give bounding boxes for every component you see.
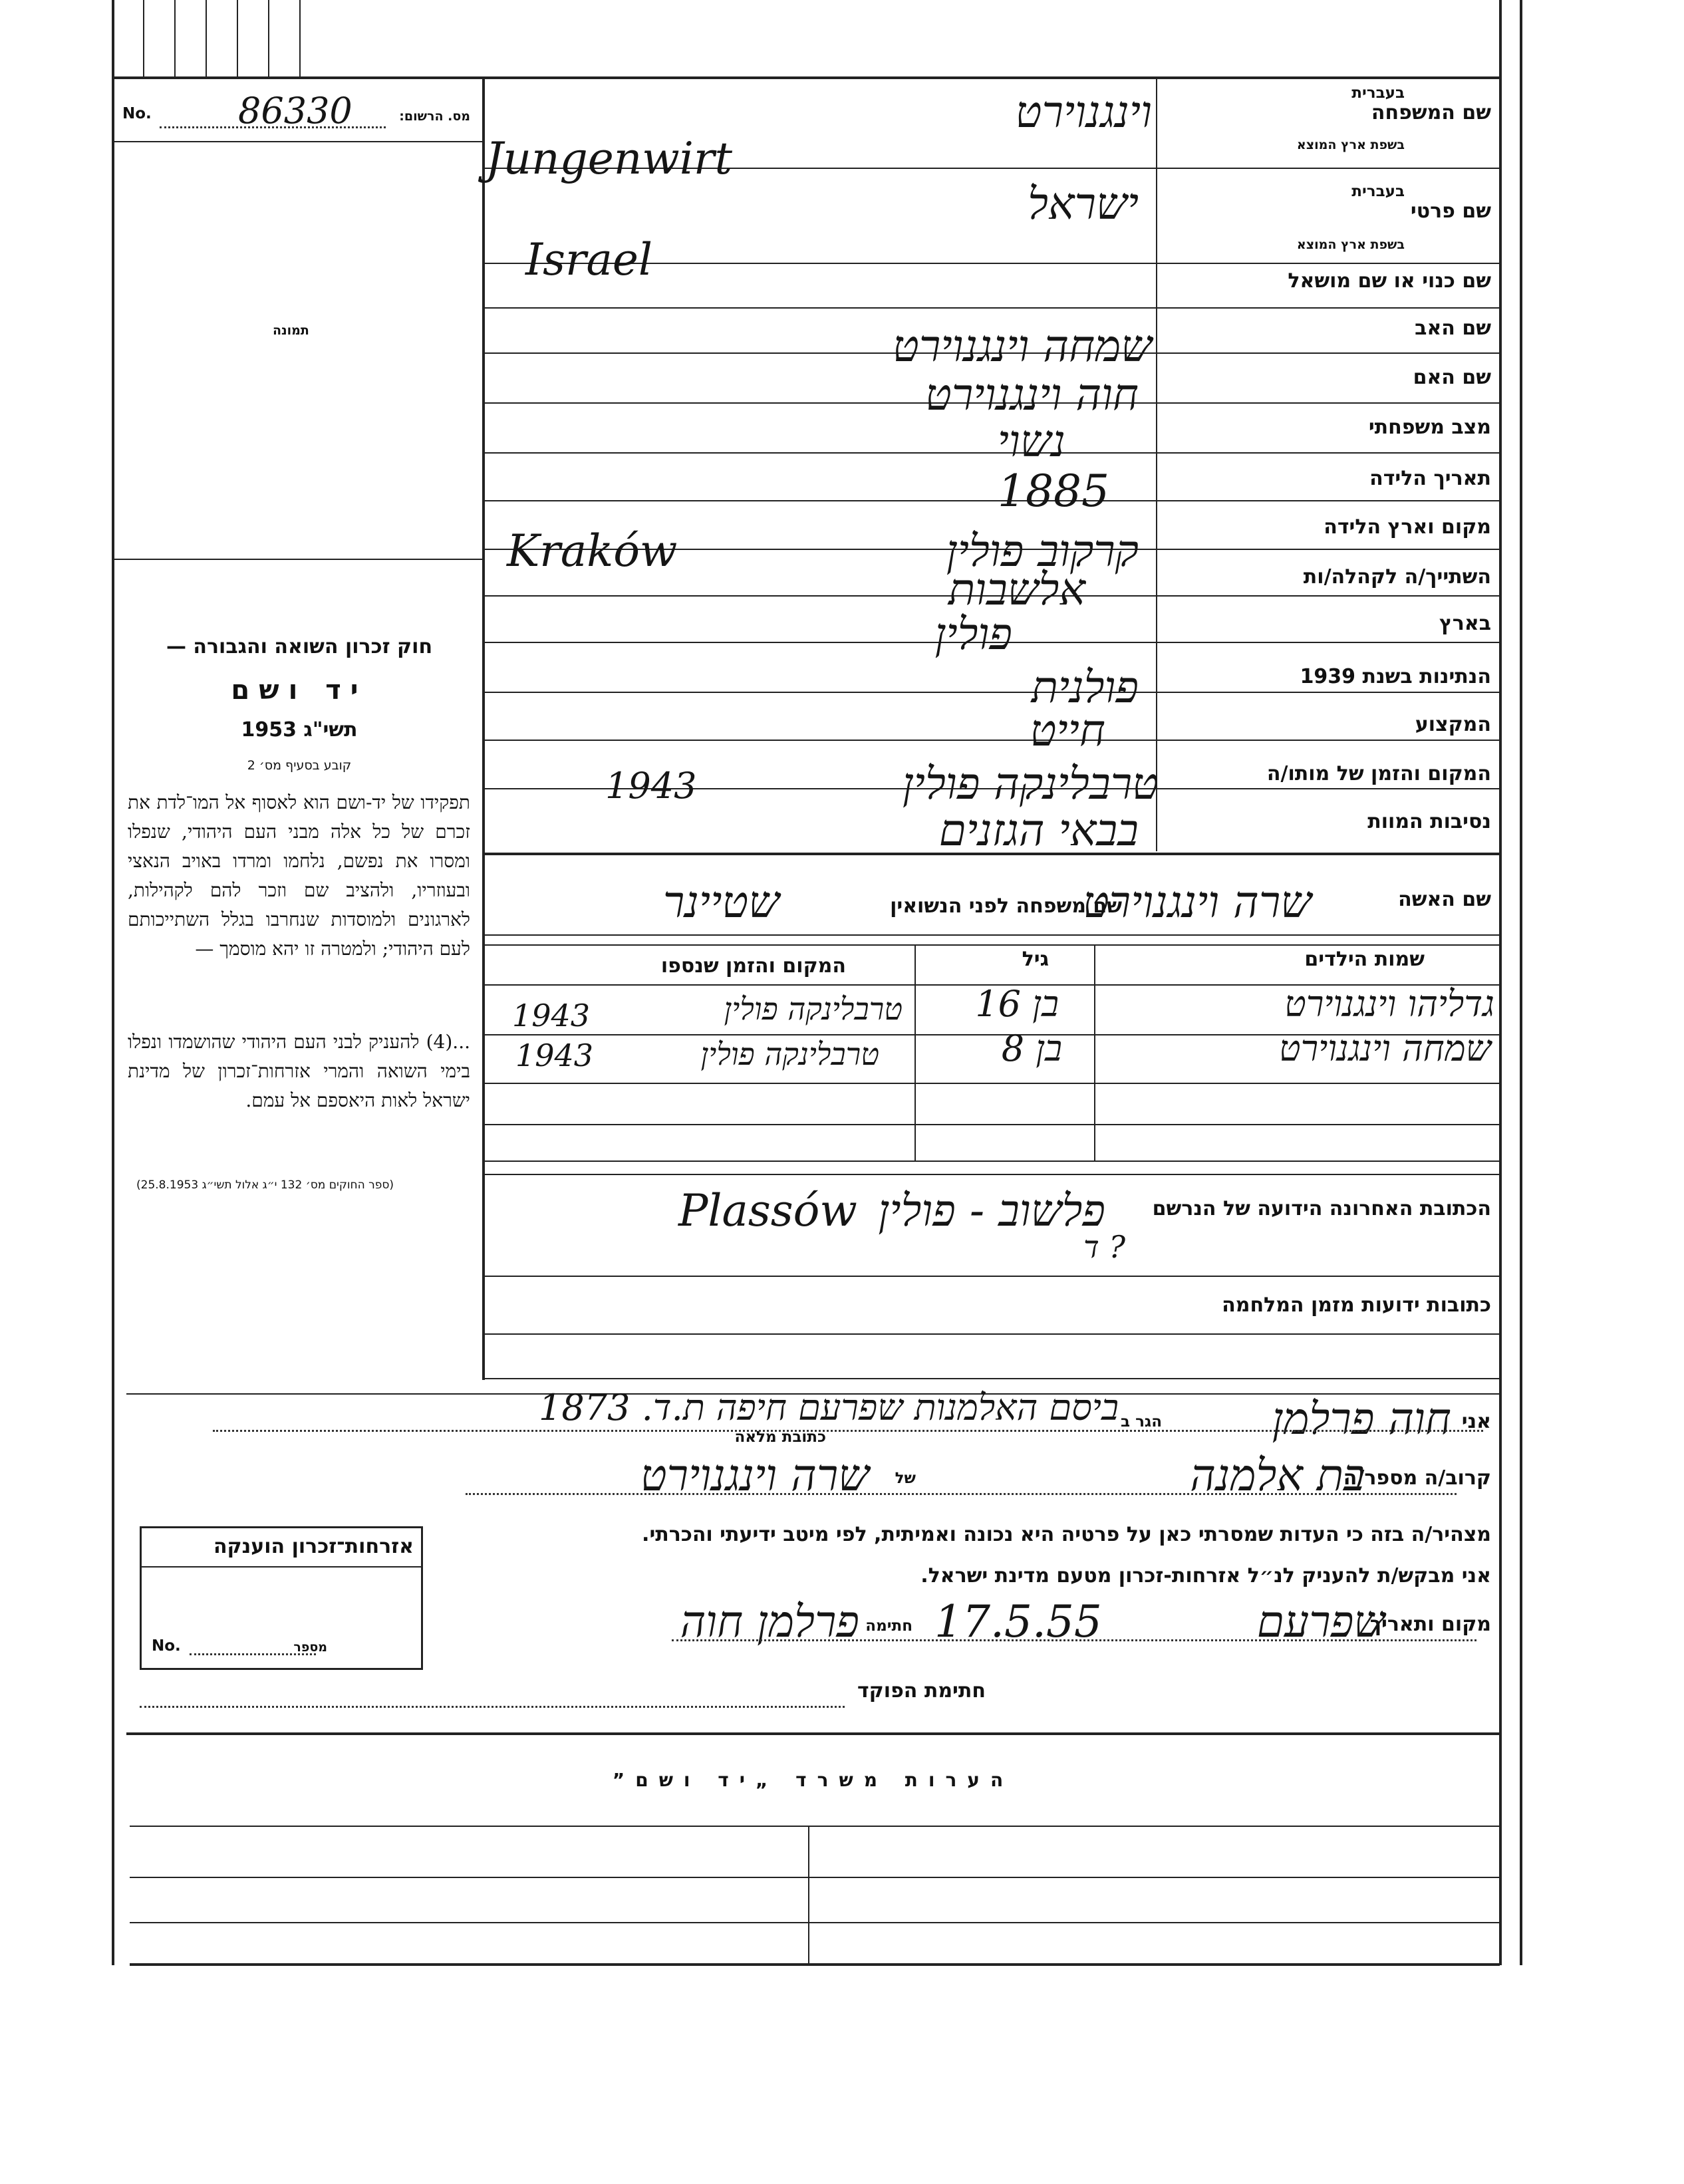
- community-label: השתייך/ה לקהלה/ות: [1303, 565, 1491, 589]
- child-2-place: טרבלינקה פולין: [700, 1036, 879, 1072]
- top-box-sep-6: [299, 0, 301, 76]
- residence1939-label: הנתינות בשנת 1939: [1300, 665, 1491, 688]
- mother-label: שם האם: [1413, 366, 1491, 389]
- nickname-label: שם כנוי או שם מושאל: [1288, 269, 1491, 293]
- community-value: אלשבות: [948, 564, 1085, 615]
- row-line-6: [483, 452, 1500, 454]
- law-year: תשי"ג 1953: [241, 718, 358, 742]
- declarant-ani-label: אני: [1461, 1410, 1491, 1433]
- top-box-sep-4: [237, 0, 238, 76]
- children-top-line: [483, 944, 1500, 946]
- remarks-line-2: [130, 1877, 1500, 1878]
- children-col-sep-1: [914, 944, 916, 1160]
- given-name-label: שם פרטי: [1410, 200, 1491, 223]
- photo-area-bottom: [113, 559, 483, 560]
- spouse-label: שם האשה: [1398, 888, 1491, 911]
- form-frame-bottom: [130, 1963, 1500, 1966]
- marital-label: מצב משפחתי: [1368, 416, 1491, 439]
- given-name-latin-value: Israel: [525, 234, 653, 285]
- given-origin-label: בשפת ארץ המוצא: [1296, 237, 1405, 252]
- birthplace-he-value: קרקוב פולין: [946, 525, 1139, 577]
- declarant-of-name: שרה וינגנוירט: [640, 1450, 869, 1501]
- form-frame-right-outer: [1520, 0, 1522, 1965]
- reg-number-value: 86330: [238, 90, 352, 132]
- row-line-3: [483, 307, 1500, 309]
- children-row-line-3: [483, 1124, 1500, 1125]
- wartime-address-label: כתובות ידועות מזמן המלחמה: [1222, 1294, 1491, 1317]
- citizenship-number-label: No.: [152, 1637, 181, 1655]
- child-2-age: בן 8: [1001, 1027, 1062, 1069]
- children-row-line-2: [483, 1083, 1500, 1084]
- law-heading: חוק זכרון השואה והגבורה —: [166, 635, 433, 658]
- father-value: שמחה וינגנוירט: [893, 321, 1152, 372]
- marital-value: נשוי: [997, 416, 1065, 467]
- death-year-value: 1943: [605, 765, 697, 807]
- remarks-top-line: [126, 1732, 1500, 1735]
- declarant-relation: בת אלמנה: [1190, 1450, 1365, 1501]
- death-place-label: המקום והזמן של מותו/ה: [1266, 762, 1491, 785]
- family-origin-label: בשפת ארץ המוצא: [1296, 138, 1405, 152]
- declarant-resides-label: הגר ב: [1121, 1413, 1162, 1431]
- family-hebrew-label: בעברית: [1351, 84, 1405, 102]
- law-paragraph-1: תפקידו של יד-ושם הוא לאסוף אל המו־לדת את זכרם של כל אלה מבני העם היהודי, שנפלו ומסרו את נפשם, נלחמו ומרדו באויב הנאצי ובעוזריו, ולהציב שם וזכר להם לקהילות, לארגונים ולמוסדות שנחרבו בגלל השתייכותם לעם היהודי; ולמטרה זו יהא מוסמך —: [128, 791, 470, 960]
- top-box-sep-5: [268, 0, 269, 76]
- residence1939-value: פולנית: [1031, 662, 1139, 713]
- father-label: שם האב: [1415, 317, 1491, 340]
- address-row-line-1: [483, 1276, 1500, 1277]
- spouse-value: שרה וינגנוירט: [1082, 877, 1312, 928]
- birthplace-label: מקום וארץ הלידה: [1324, 515, 1491, 539]
- given-hebrew-label: בעברית: [1351, 183, 1405, 200]
- child-1-name: גדליהו וינגנוירט: [1284, 983, 1494, 1025]
- top-box-sep-1: [143, 0, 144, 76]
- law-section: קובע בסעיף מס׳ 2: [247, 758, 352, 773]
- officer-dotline: [140, 1706, 845, 1708]
- profession-label: המקצוע: [1415, 713, 1491, 736]
- label-column-divider: [1156, 76, 1157, 851]
- relative-label: קרוב/ה מספר/ה: [1343, 1466, 1491, 1490]
- children-header-names: שמות הילדים: [1304, 948, 1425, 971]
- row-line-7: [483, 500, 1500, 501]
- full-address-label: כתובת מלאה: [734, 1429, 826, 1446]
- child-2-name: שמחה וינגנוירט: [1278, 1027, 1491, 1069]
- remarks-line-3: [130, 1922, 1500, 1923]
- citizenship-box-title: אזרחות־זכרון הוענקה: [213, 1535, 414, 1558]
- address-row-line-2: [483, 1333, 1500, 1335]
- children-col-sep-2: [1094, 944, 1095, 1160]
- row-line-12: [483, 740, 1500, 741]
- top-strip-line: [112, 76, 1502, 79]
- signature-label: חתימה: [865, 1617, 912, 1635]
- maiden-name-label: שם משפחה לפני הנשואין: [890, 894, 1122, 918]
- child-1-place: טרבלינקה פולין: [724, 991, 903, 1027]
- declarant-signature: פרלמן חוה: [680, 1596, 859, 1647]
- mother-value: חוה וינגנוירט: [925, 369, 1139, 420]
- place-date-label: מקום ותאריך: [1369, 1613, 1491, 1636]
- country-label: בארץ: [1439, 612, 1491, 635]
- of-label: של: [895, 1470, 916, 1487]
- reg-row-line: [113, 141, 483, 142]
- declarant-place: שפרעם: [1256, 1596, 1385, 1647]
- remarks-title: הערות משרד „יד ושם”: [612, 1769, 1014, 1791]
- remarks-divider: [808, 1826, 809, 1965]
- photo-label: תמונה: [273, 323, 309, 338]
- child-1-age: בן 16: [975, 983, 1059, 1025]
- birthdate-value: 1885: [998, 466, 1109, 517]
- given-name-he-value: ישראל: [1028, 178, 1139, 229]
- address-value-he: פלשוב - פולין: [878, 1185, 1105, 1236]
- declarant-name: חוה פרלמן: [1272, 1393, 1451, 1444]
- child-2-year: 1943: [515, 1037, 594, 1073]
- form-frame-right: [1499, 0, 1502, 1965]
- profession-value: חייט: [1030, 705, 1105, 756]
- birthdate-label: תאריך הלידה: [1369, 467, 1491, 490]
- address-label: הכתובת האחרונה הידועה של הנרשם: [1152, 1197, 1491, 1220]
- maiden-name-value: שטיינר: [662, 877, 779, 928]
- family-name-label: שם המשפחה: [1371, 101, 1491, 124]
- death-circ-value: בבאי הגזנים: [938, 805, 1139, 856]
- spouse-row-line: [483, 934, 1500, 936]
- remarks-line-1: [130, 1826, 1500, 1827]
- declarant-dotline-1: [213, 1430, 1483, 1432]
- declarant-address: ביסם האלמנות שפרעם חיפה ת.ד. 1873: [539, 1387, 1119, 1429]
- top-box-sep-2: [174, 0, 176, 76]
- reg-number-label: No.: [122, 105, 152, 122]
- law-citation: (ספר החוקים מס׳ 132 י״ג אלול תשי״ג 25.8.1953): [136, 1178, 394, 1192]
- children-header-place: המקום והזמן שנספו: [660, 954, 846, 978]
- declarant-statement-2: אני מבקש/ת להעניק לנ״ל אזרחות-זכרון מטעם מדינת ישראל.: [920, 1564, 1491, 1587]
- family-name-he-value: וינגנוירט: [1015, 86, 1152, 138]
- address-value-latin: Plassów: [678, 1185, 857, 1236]
- children-header-age: גיל: [1022, 948, 1049, 971]
- country-value: פולין: [934, 609, 1012, 660]
- reg-number-label-he: מס. הרשום:: [399, 109, 470, 124]
- declarant-dotline-2: [466, 1493, 1457, 1495]
- form-frame-left: [112, 0, 114, 1965]
- top-box-sep-3: [206, 0, 207, 76]
- birthplace-latin-value: Kraków: [507, 525, 678, 577]
- law-yad-vashem: יד ושם: [231, 675, 368, 706]
- family-name-latin-value: Jungenwirt: [486, 133, 732, 184]
- declarant-statement-1: מצהיר/ה בזה כי העדות שמסרתי כאן על פרטיה היא נכונה ואמיתית, לפי מיטב ידיעתי והכרתי.: [642, 1523, 1491, 1546]
- declarant-date: 17.5.55: [934, 1596, 1102, 1647]
- citizenship-box-divider: [141, 1566, 422, 1568]
- address-row-line-3: [483, 1378, 1500, 1379]
- left-column-divider: [482, 76, 485, 1380]
- death-place-value: טרבלינקה פולין: [902, 758, 1159, 809]
- address-top-line: [483, 1174, 1500, 1175]
- child-1-year: 1943: [512, 998, 591, 1033]
- law-paragraph-2: ...(4) להעניק לבני העם היהודי שהושמדו ונפלו בימי השואה והמרי אזרחות־זכרון של מדינת ישראל לאות היאספם אל עמם.: [128, 1031, 470, 1111]
- row-line-11: [483, 692, 1500, 693]
- citizenship-number-label-he: מספר: [293, 1640, 327, 1655]
- death-circ-label: נסיבות המוות: [1367, 810, 1491, 833]
- officer-signature-label: חתימת הפוקד: [857, 1679, 986, 1703]
- address-mark: ? ד: [1083, 1229, 1125, 1265]
- children-bottom-line: [483, 1160, 1500, 1162]
- declarant-dotline-3: [672, 1639, 1476, 1641]
